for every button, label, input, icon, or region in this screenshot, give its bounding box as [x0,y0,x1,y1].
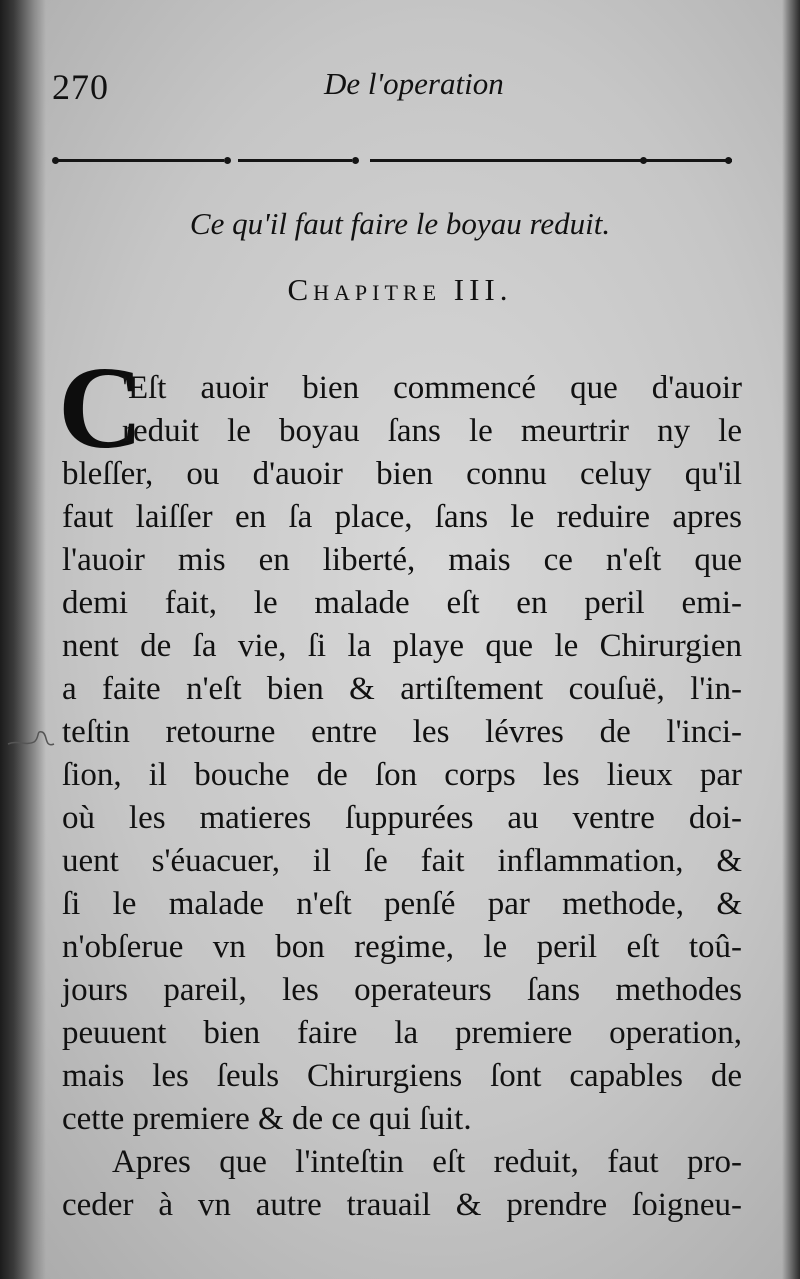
chapter-title: Chapitre III. [287,272,513,307]
text-line: ſi le malade n'eſt penſé par methode, & [62,886,742,922]
text-line: mais les ſeuls Chirurgiens ſont capables de [62,1058,742,1094]
page-edge-shadow [782,0,800,1279]
page-header [52,66,742,110]
text-line: nent de ſa vie, ſi la playe que le Chirurgien [62,628,742,664]
text-line: n'obſerue vn bon regime, le peril eſt toû- [62,929,742,965]
text-line: bleſſer, ou d'auoir bien connu celuy qu'il [62,456,742,492]
text-line: demi fait, le malade eſt en peril emi- [62,585,742,621]
section-heading: Ce qu'il faut faire le boyau reduit. [189,206,611,241]
text-line: où les matieres ſuppurées au ventre doi- [62,800,742,836]
text-line: peuuent bien faire la premiere operation, [62,1015,742,1051]
drop-cap: C [58,342,144,473]
text-line: Apres que l'inteſtin eſt reduit, faut pro- [112,1144,742,1180]
text-line: ſion, il bouche de ſon corps les lieux par [62,757,742,793]
margin-pen-mark [6,724,58,754]
text-line: ceder à vn autre trauail & prendre ſoigneu- [62,1187,742,1223]
text-line: 'Eſt auoir bien commencé que d'auoir [122,370,742,406]
text-line: cette premiere & de ce qui ſuit. [62,1101,472,1137]
running-title: De l'operation [324,66,504,101]
page-gutter-shadow [0,0,46,1279]
text-line: faut laiſſer en ſa place, ſans le reduire apres [62,499,742,535]
text-line: uent s'éuacuer, il ſe fait inflammation, & [62,843,742,879]
ornamental-rule [52,156,732,166]
page-number: 270 [52,67,109,107]
text-line: l'auoir mis en liberté, mais ce n'eſt que [62,542,742,578]
text-line: a faite n'eſt bien & artiſtement couſuë, l'in- [62,671,742,707]
text-line: reduit le boyau ſans le meurtrir ny le [122,413,742,449]
text-line: teſtin retourne entre les lévres de l'inci- [62,714,742,750]
text-line: jours pareil, les operateurs ſans methodes [62,972,742,1008]
